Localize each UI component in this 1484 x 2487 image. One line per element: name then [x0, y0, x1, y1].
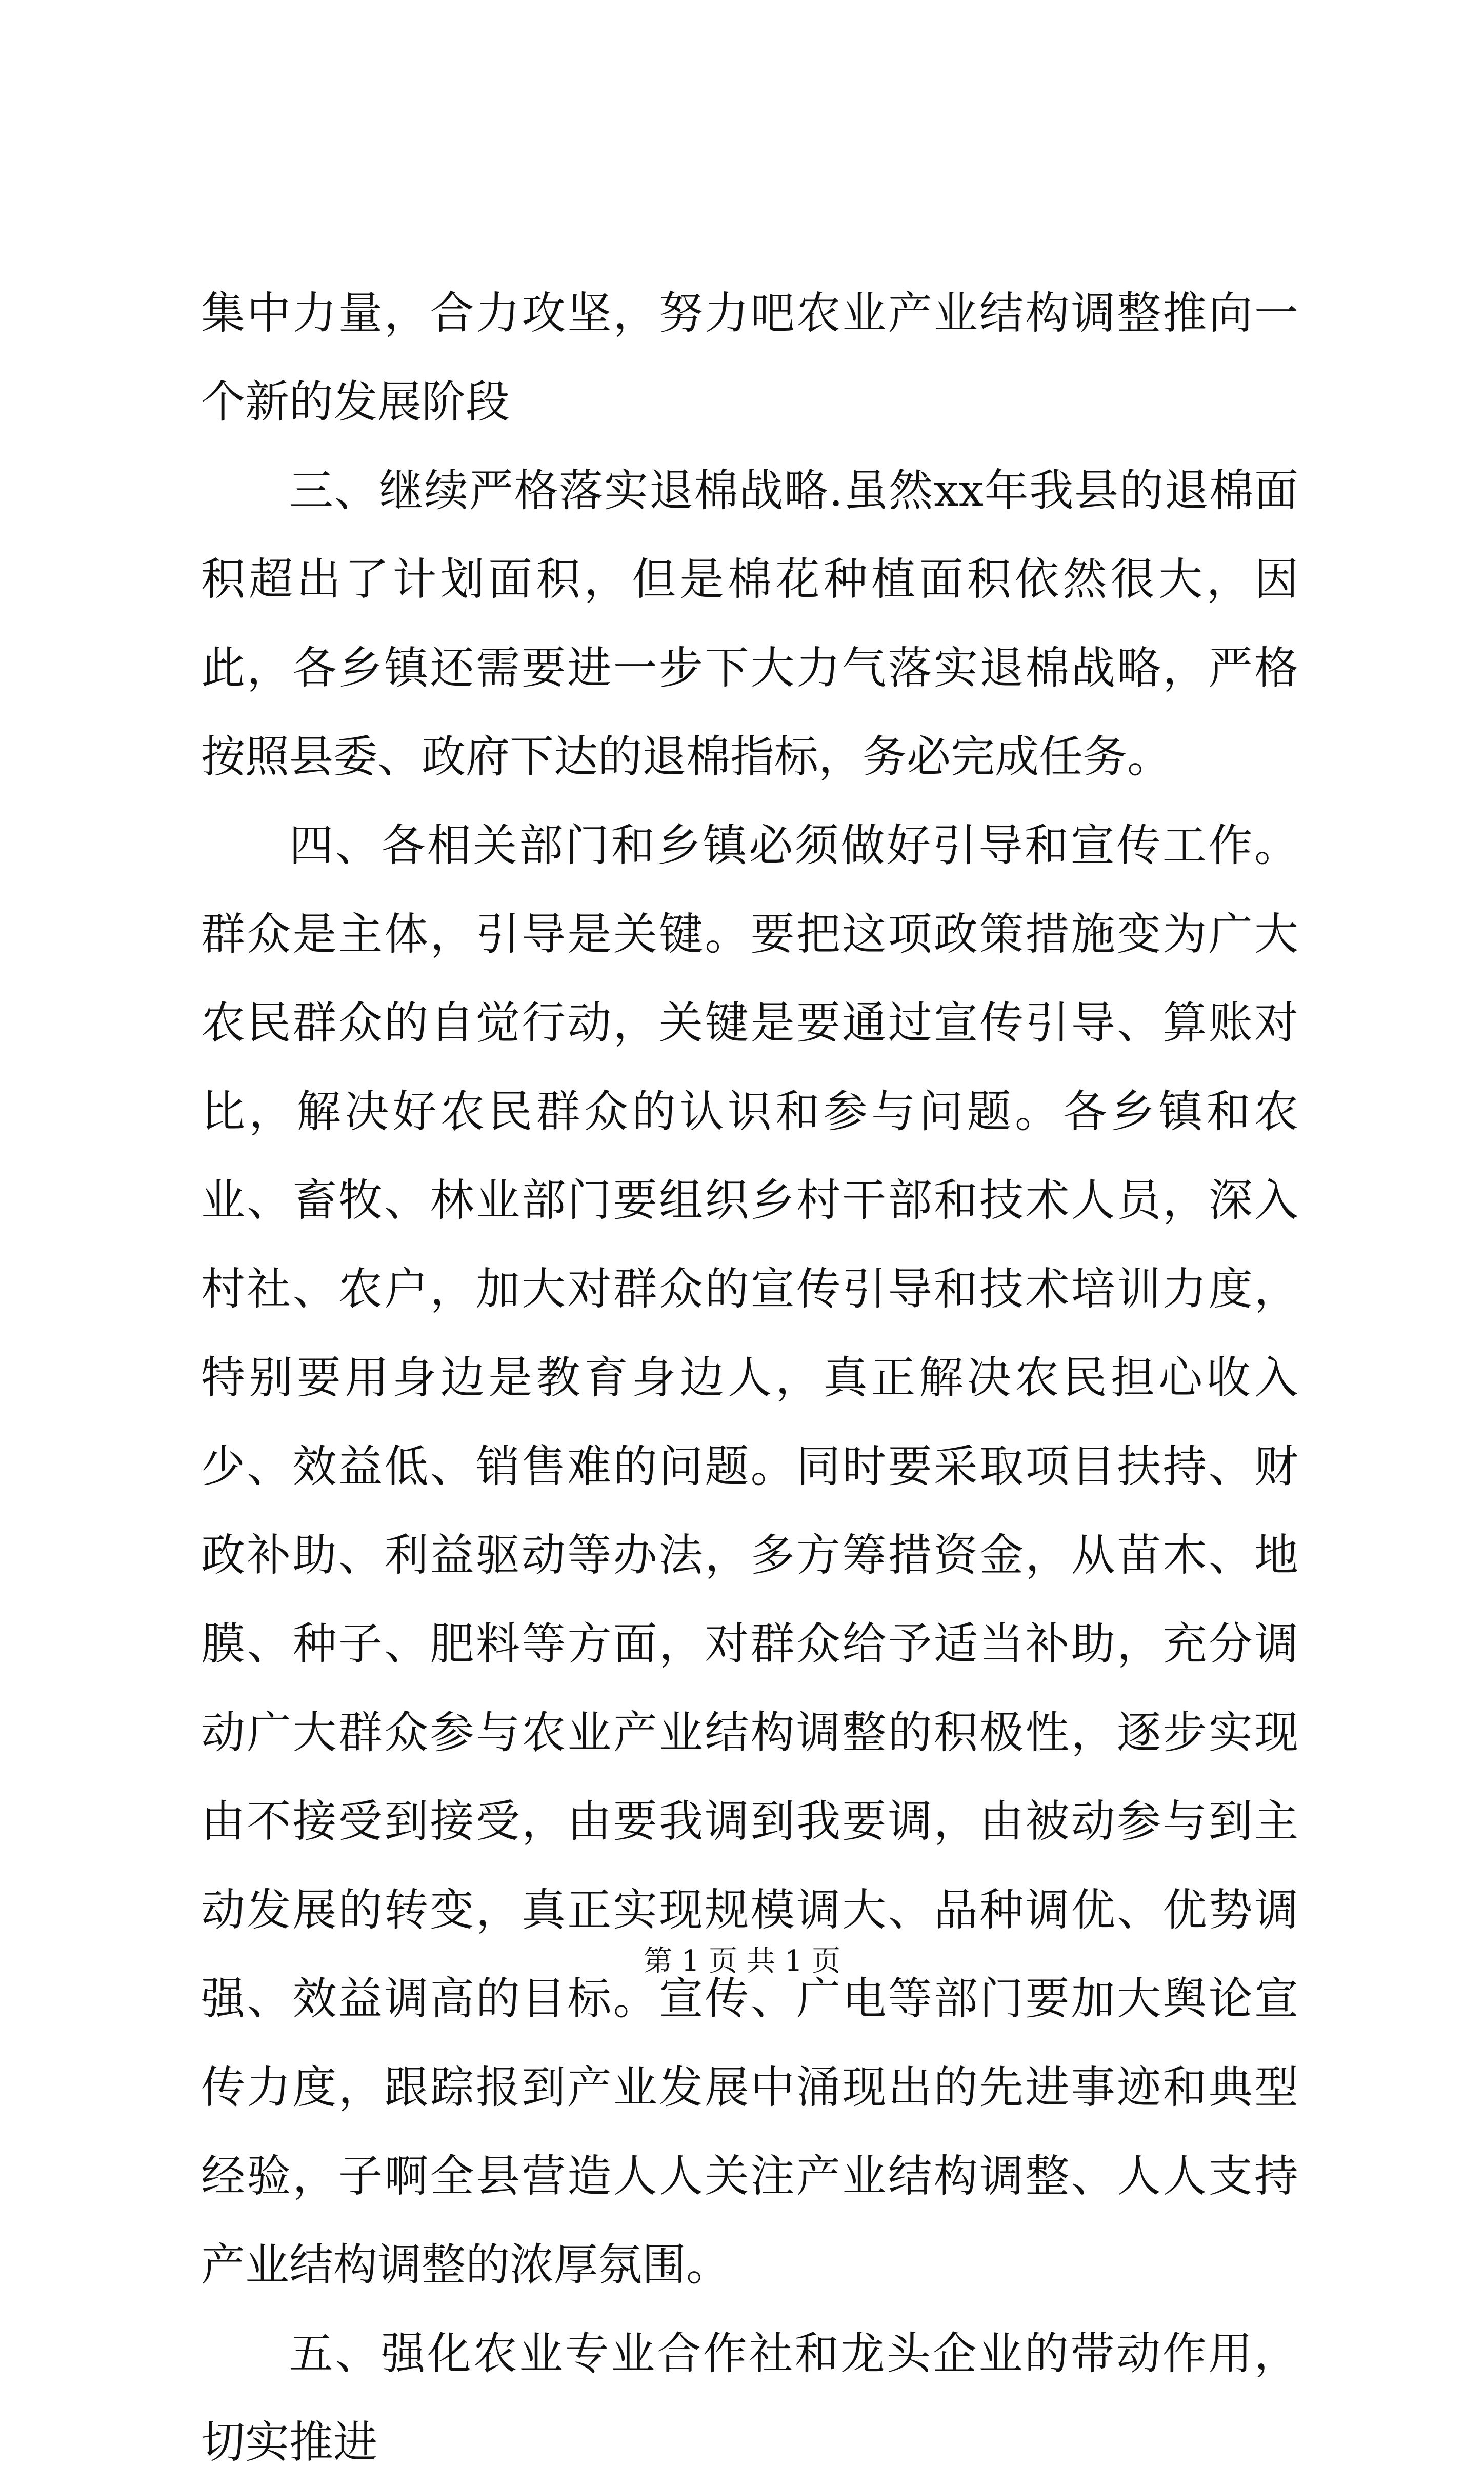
paragraph-section-four: 四、各相关部门和乡镇必须做好引导和宣传工作。群众是主体，引导是关键。要把这项政策措施变为广大农民群众的自觉行动，关键是要通过宣传引导、算账对比，解决好农民群众的认识和参与问题。各乡镇和农业、畜牧、林业部门要组织乡村干部和技术人员，深入村社、农户，加大对群众的宣传引导和技术培训力度，特别要用身边是教育身边人，真正解决农民担心收入少、效益低、销售难的问题。同时要采取项目扶持、财政补助、利益驱动等办法，多方筹措资金，从苗木、地膜、种子、肥料等方面，对群众给予适当补助，充分调动广大群众参与农业产业结构调整的积极性，逐步实现由不接受到接受，由要我调到我要调，由被动参与到主动发展的转变，真正实现规模调大、品种调优、优势调强、效益调高的目标。宣传、广电等部门要加大舆论宣传力度，跟踪报到产业发展中涌现出的先进事迹和典型经验，子啊全县营造人人关注产业结构调整、人人支持产业结构调整的浓厚氛围。 [201, 820, 1298, 2291]
page-footer [0, 1941, 1484, 1982]
document-body [201, 269, 1298, 2487]
paragraph-section-three: 三、继续严格落实退棉战略.虽然xx年我县的退棉面积超出了计划面积，但是棉花种植面积依然很大，因此，各乡镇还需要进一步下大力气落实退棉战略，严格按照县委、政府下达的退棉指标，务必完成任务。 [201, 465, 1298, 783]
paragraph-continuation: 集中力量，合力攻坚，努力吧农业产业结构调整推向一个新的发展阶段 [201, 288, 1298, 428]
paragraph-section-five: 五、强化农业专业合作社和龙头企业的带动作用，切实推进 [201, 2328, 1298, 2468]
page-number-label: 第 1 页 共 1 页 [643, 1944, 841, 1978]
